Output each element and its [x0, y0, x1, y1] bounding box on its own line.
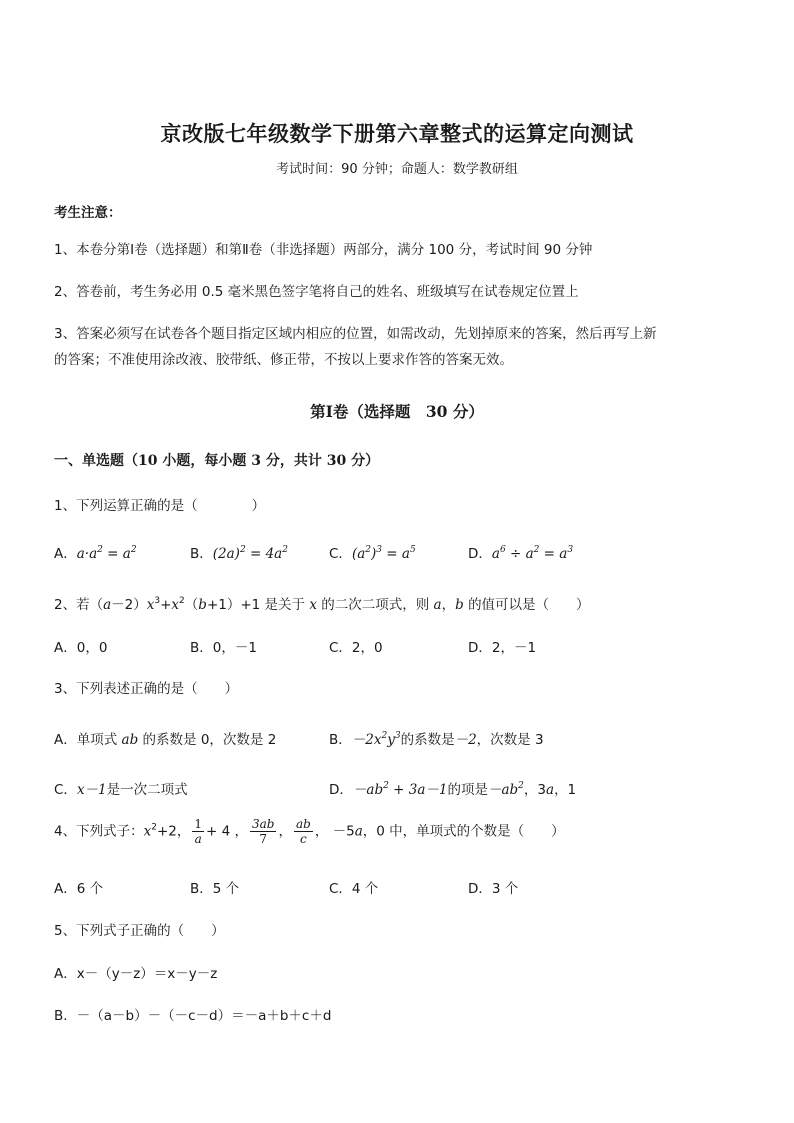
- notice-heading: 考生注意：: [54, 205, 122, 221]
- notice-item-2: 2、答卷前，考生务必用 0.5 毫米黑色签字笔将自己的姓名、班级填写在试卷规定位置上: [54, 284, 579, 300]
- notice-item-3-cont: 的答案；不准使用涂改液、胶带纸、修正带，不按以上要求作答的答案无效。: [54, 352, 513, 368]
- question-2-option-d: D．2，－1: [468, 640, 537, 656]
- question-1-option-a: A．$a\cdot a^2 = a^2$: [54, 545, 137, 562]
- question-3-stem: 3、下列表述正确的是（ ）: [54, 681, 239, 697]
- question-4-option-a: A．6 个: [54, 881, 104, 897]
- question-2-stem: 2、若$(a-2)x^3+x^2(b+1)+1$ 是关于 x 的二次二项式，则 a，b 的值可以是（ ）: [54, 596, 590, 613]
- question-2-option-b: B．0，－1: [190, 640, 257, 656]
- question-4-option-d: D．3 个: [468, 881, 519, 897]
- section-title: 第Ⅰ卷（选择题 30 分）: [310, 402, 484, 421]
- notice-item-1: 1、本卷分第Ⅰ卷（选择题）和第Ⅱ卷（非选择题）两部分，满分 100 分，考试时间 90 分钟: [54, 242, 593, 258]
- exam-info: 考试时间：90 分钟；命题人：数学教研组: [276, 162, 518, 177]
- notice-item-3: 3、答案必须写在试卷各个题目指定区域内相应的位置，如需改动，先划掉原来的答案，然后再写上新: [54, 326, 657, 342]
- question-1-option-b: B．$(2a)^2 = 4a^2$: [190, 545, 288, 562]
- question-4-option-c: C．4 个: [329, 881, 379, 897]
- question-3-option-c: C．x－1是一次二项式: [54, 782, 188, 798]
- question-3-option-d: D．$-ab^2 + 3a-1$的项是$-ab^2$，3a，1: [329, 781, 577, 798]
- question-1-option-c: C．$(a^2)^3 = a^5$: [329, 545, 416, 562]
- question-3-option-b: B．$-2x^2y^3$的系数是－2，次数是 3: [329, 731, 544, 748]
- question-1-stem: 1、下列运算正确的是（ ）: [54, 498, 266, 514]
- question-5-option-b: B．－（a－b）－（－c－d）＝－a＋b＋c＋d: [54, 1008, 332, 1024]
- question-1-option-d: D．$a^6 \div a^2 = a^3$: [468, 545, 574, 562]
- part-title: 一、单选题（10 小题，每小题 3 分，共计 30 分）: [54, 453, 380, 469]
- question-3-option-a: A．单项式 ab 的系数是 0，次数是 2: [54, 732, 277, 748]
- question-4-option-b: B．5 个: [190, 881, 240, 897]
- question-2-option-c: C．2，0: [329, 640, 383, 656]
- question-5-stem: 5、下列式子正确的（ ）: [54, 923, 225, 939]
- question-4-stem: 4、下列式子：$x^2+2$， $\frac{1}{a}$ + 4 ， $\frac{3ab}{7}$ ， $\frac{ab}{c}$ ， －5a，0 中，单项式的个数是（ ）: [54, 817, 565, 846]
- page-title: 京改版七年级数学下册第六章整式的运算定向测试: [160, 121, 634, 146]
- question-2-option-a: A．0，0: [54, 640, 108, 656]
- question-5-option-a: A．x－（y－z）＝x－y－z: [54, 966, 218, 982]
